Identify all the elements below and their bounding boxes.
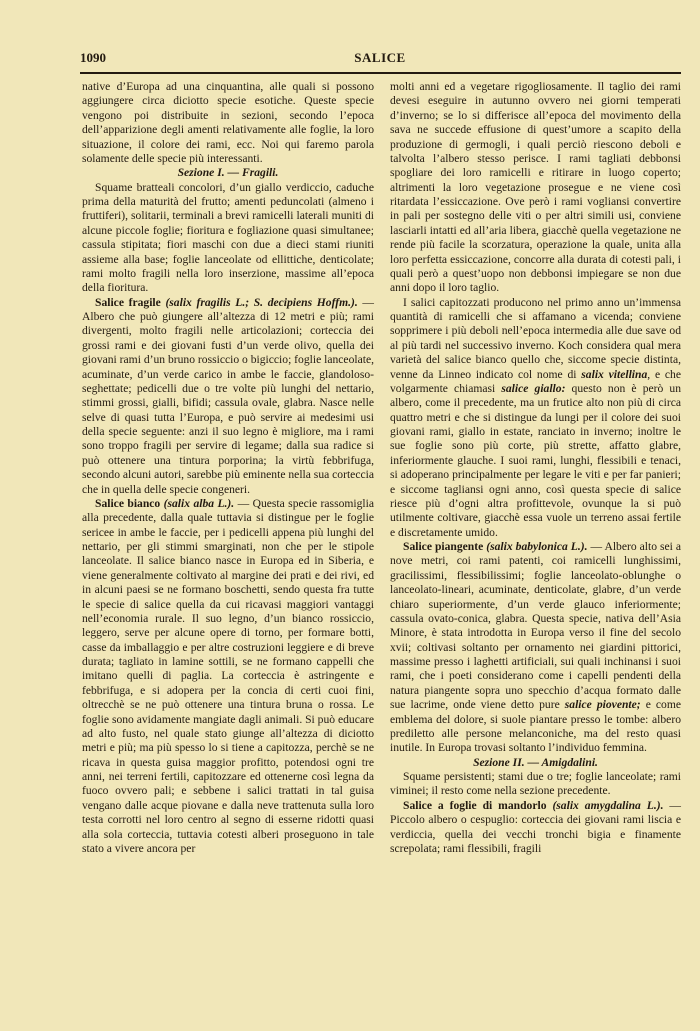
species-text: — Albero che può giungere all’altezza di 12 metri e più; rami divergenti, molto fragili nelle articolazioni; corteccia dei grossi rami e dei giovani fusti d’un verde olivo, quella dei giovani rami d’un bruno rossiccio o bigiccio; foglie lanceolate, acuminate, d’un verde carico in ambe le faccie, glandoloso-seghettate; pedicelli due o tre volte più lunghi del nettario, stimmi grossi, gialli, bifidi; cassula ovale, glabra. Nasce nelle selve di quasi tutta l’Europa, e può servire ai medesimi usi della specie seguente: anzi il suo legno è migliore, ma i rami sono troppo fragili per servire di legame; dalla sua radice si può ottenere una tintura porporina; la virtù febbrifuga, secondo alcuni autori, sarebbe più eminente nella sua corteccia che in quella delle specie congeneri. — [82, 295, 375, 496]
species-latin: (salix amygdalina L.). — [552, 798, 664, 812]
running-header — [80, 50, 680, 70]
left-column — [82, 80, 374, 856]
species-entry — [82, 296, 374, 497]
species-name: Salice piangente — [403, 540, 484, 553]
latin-name: salix vitellina — [581, 367, 648, 381]
species-text: e come emblema del dolore, si suole piantare presso le tombe: albero prediletto alle persone melanconiche, ma del resto quasi inutile. In Europa trovasi soltanto l’individuo femmina. — [390, 698, 681, 755]
species-latin: (salix alba L.). — [163, 496, 235, 510]
paragraph-text: I salici capitozzati producono nel primo anno un’immensa quantità di ramicelli che si affamano a vicenda; conviene sopprimere i più deboli nell’epoca intermedia alle due save od al più tardi nel successivo inverno. Koch considera qual mera varietà del salice bianco quello che, siccome specie distinta, venne da Linneo indicato col nome di — [390, 295, 681, 381]
paragraph: native d’Europa ad una cinquantina, alle quali si possono aggiungere circa diciotto specie esotiche. Queste specie vengono poi distribuite in sezioni, secondo l’epoca dell’apparizione degli amenti relativamente alle foglie, la loro situazione, il colore dei rami, ecc. Noi qui faremo parola solamente delle specie più interessanti. — [82, 80, 374, 165]
paragraph-text: , e che volgarmente chiamasi — [390, 367, 681, 395]
species-text: — Piccolo albero o cespuglio: corteccia dei giovani rami liscia e verdiccia, quella dei vecchi tronchi bigia e finamente screpolata; rami flessibili, fragili — [390, 798, 682, 855]
paragraph: Squame persistenti; stami due o tre; foglie lanceolate; rami viminei; il resto come nella sezione precedente. — [390, 770, 681, 798]
latin-name: salice giallo: — [501, 381, 566, 395]
species-entry — [82, 497, 374, 856]
section-heading: Sezione I. — Fragili. — [177, 166, 279, 180]
paragraph: molti anni ed a vegetare rigogliosamente. Il taglio dei rami devesi eseguire in autunno ovvero nei giorni temperati d’inverno; se lo si differisce all’epoca del movimento della sava ne succede effusione di quest’umore a scapito della produzione di germogli, i quali perciò riescono deboli e talvolta l’albero stesso perisce. I rami tagliati debbonsi spogliare dei loro ramicelli e ritirare in luogo coperto; altrimenti la loro vegetazione prosegue e ne viene così ritardata l’essiccazione. Ove però i rami vogliansi convertire in pali per sostegno delle viti o per altri simili usi, conviene lasciarli intatti ed all’aria libera, giacchè quella vegetazione ne rende più facile la scorzatura, operazione la quale, unita alla loro perfetta essiccazione, concorre alla durata di cotesti pali, i quali però a quest’uopo non debbonsi impiegare se non due anni dopo il loro taglio. — [390, 80, 681, 295]
paragraph: Squame bratteali concolori, d’un giallo verdiccio, caduche prima della maturità del frutto; amenti peduncolati (almeno i fruttiferi), solitarii, terminali a brevi ramicelli laterali muniti di alcune piccole foglie; fioritura e fogliazione quasi simultanee; cassula stipitata; fiori maschi con due a dieci stami riuniti assieme alla base; foglie lanceolate od ellittiche, denticolate; rami molto fragili nella loro inserzione, massime all’epoca della fioritura. — [82, 180, 374, 295]
species-entry — [390, 799, 681, 857]
species-text: — Questa specie rassomiglia alla precedente, dalla quale tuttavia si distingue per le foglie sericee in ambe le faccie, per i pedicelli appena più lunghi del nettario, per gli stimmi smarginati, non che per le stipole lanceolate. Il salice bianco nasce in Europa ed in Siberia, e viene generalmente coltivato al margine dei prati e dei rivi, ed in alcuni paesi se ne formano boschetti, sendo questa fra tutte le specie di salice quella da cui ricavasi maggiori vantaggi nell’economia rurale. Il suo legno, d’un bianco rossiccio, leggero, serve per alcune opere di torno, per formare botti, casse da imballaggio e per altre costruzioni leggiere e di breve durata; tagliato in lamine sottili, se ne formano cappelli che imitano quelli di paglia. La corteccia è astringente e febbrifuga, e si adopera per la concia di certi cuoi fini, oltrecchè se ne può ottenere una tintura bruna o rossa. Le foglie sono avidamente mangiate dagli animali. Si può educare ad alto fusto, nel quale stato giunge all’altezza di diciotto metri e più; ma più spesso lo si tiene a capitozza, perchè se ne ricava in questa guisa maggior profitto, potendosi ogni tre anni, nei terreni fertili, capitozzare ed ottenerne così legna da fuoco ovvero pali; e sebbene i salici trattati in tal guisa vengano dalle acque piovane e dalla neve trattenuta sulla loro testa corrotti nel loro centro al segno di esserne ridotti quasi alla sola corteccia, tuttavia cotesti alberi proseguono in tale stato a vivere ancora per — [82, 496, 375, 855]
right-column — [390, 80, 681, 856]
species-latin: (salix fragilis L.; S. decipiens Hoffm.). — [165, 295, 358, 309]
species-name: Salice bianco — [95, 496, 161, 510]
species-entry — [390, 540, 681, 756]
section-heading: Sezione II. — Amigdalini. — [473, 755, 598, 769]
latin-name: salice piovente; — [564, 698, 641, 712]
species-latin: (salix babylonica L.). — [486, 540, 588, 553]
page-number: 1090 — [80, 50, 106, 65]
page-title: SALICE — [354, 50, 406, 65]
species-name: Salice fragile — [95, 295, 161, 309]
paragraph — [390, 296, 681, 540]
species-text: — Albero alto sei a nove metri, coi rami patenti, coi ramicelli lunghissimi, gracilissimi, flessibilissimi; foglie lanceolato-oblunghe o lanceolato-lineari, acuminate, denticolate, glabre, d’un verde chiaro superiormente, d’un verde glauco inferiormente; cassula ovato-conica, glabra. Questa specie, nativa dell’Asia Minore, è stata introdotta in Europa verso il fine del secolo xvii; coltivasi soltanto per ornamento nei giardini pittorici, massime presso i laghetti artificiali, sui quali inchinansi i suoi rami, che i poeti considerano come i capelli pendenti della natura piangente sopra uno specchio d’acqua formato dalle sue lacrime, onde viene detto pure — [390, 540, 681, 712]
paragraph-text: questo non è però un albero, come il precedente, ma un frutice alto non più di circa quattro metri e che si distingue da lungi per il colore dei suoi giovani rami, giallo in estate, ranciato in inverno; inoltre le sue foglie sono più corte, più strette, affatto glabre, inferiormente glauche. I suoi rami, lunghi, flessibili e tenaci, si adoperano principalmente per legare le viti e per far panieri; e siccome tagliansi ogni anno, così questa specie di salice riesce più d’ogni altra profittevole, ovunque la si può utilmente coltivare, giacchè essa vuole un terreno assai fertile e discretamente umido. — [390, 381, 681, 539]
header-rule — [80, 72, 681, 74]
species-name: Salice a foglie di mandorlo — [403, 798, 547, 812]
